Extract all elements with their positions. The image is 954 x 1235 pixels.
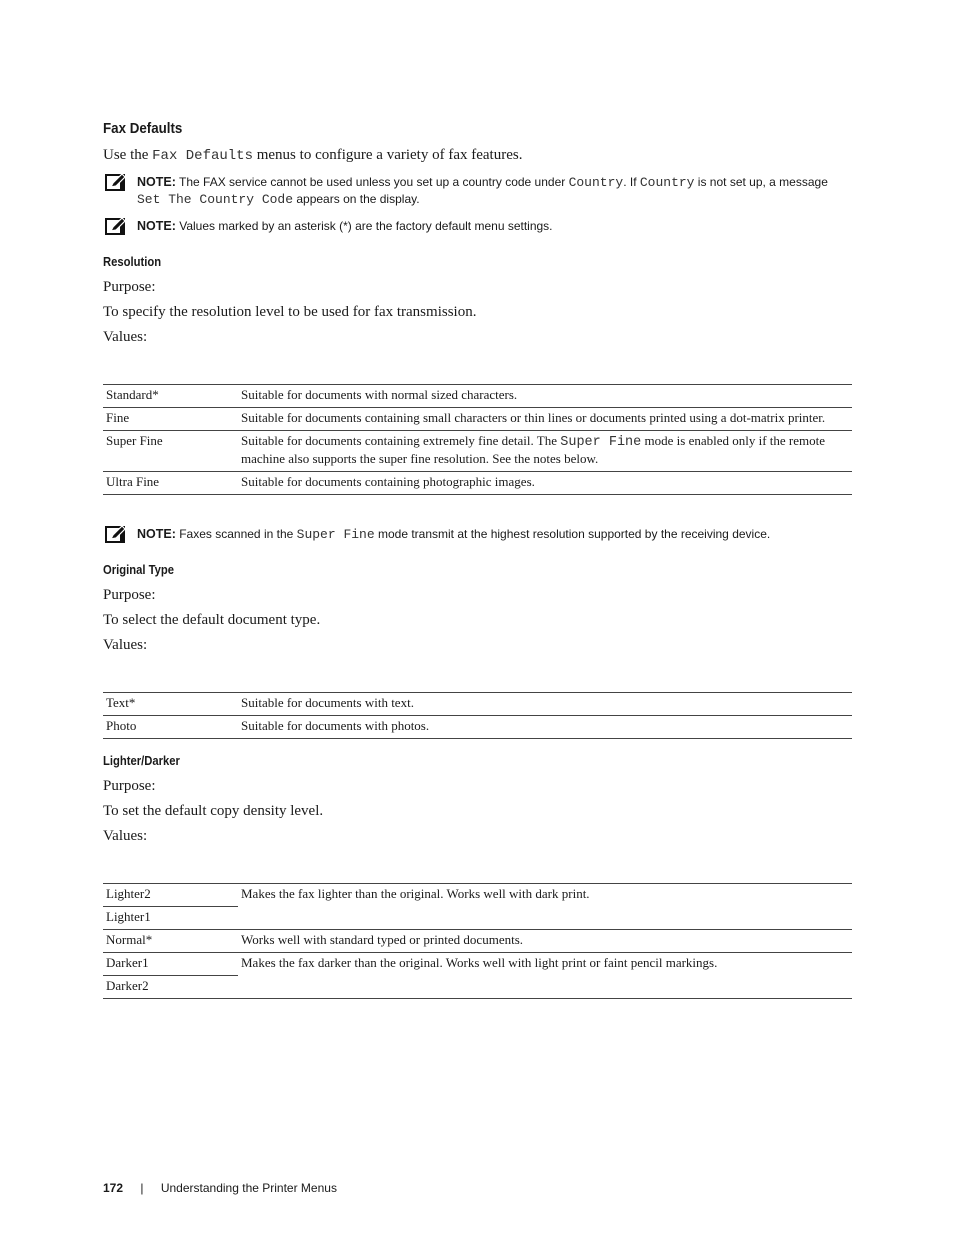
intro-paragraph: Use the Fax Defaults menus to configure a variety of fax features. [103,147,523,164]
table-row [103,408,852,431]
table-row [103,930,852,953]
value-description: Suitable for documents containing photographic images. [238,472,852,495]
footer-separator: | [140,1181,144,1195]
resolution-values-label: Values: [103,329,148,345]
note-pencil-icon [105,218,125,235]
value-description: Suitable for documents with normal sized characters. [238,385,852,408]
lighter-darker-values-label: Values: [103,828,148,844]
resolution-values-table [103,384,852,495]
lighter-darker-purpose-text: To set the default copy density level. [103,803,324,819]
note-country-code: NOTE: The FAX service cannot be used unless you set up a country code under Country. If Country is not set up, a message Set The Country Code appears on the display. [137,175,828,207]
table-row [103,693,852,716]
table-row [103,385,852,408]
original-type-values-label: Values: [103,637,148,653]
value-description: Makes the fax lighter than the original. Works well with dark print. [238,884,852,907]
value-key: Super Fine [103,431,238,472]
resolution-purpose-text: To specify the resolution level to be used for fax transmission. [103,304,477,320]
note-asterisk-defaults: NOTE: Values marked by an asterisk (*) are the factory default menu settings. [137,219,553,233]
fax-defaults-code: Fax Defaults [152,148,253,164]
value-description [238,976,852,999]
value-key: Text* [103,693,238,716]
original-type-purpose-text: To select the default document type. [103,612,321,628]
value-key: Fine [103,408,238,431]
table-row [103,953,852,976]
value-key: Lighter1 [103,907,238,930]
table-row [103,884,852,907]
section-heading: Fax Defaults [103,121,183,137]
value-key: Photo [103,716,238,739]
resolution-heading: Resolution [103,255,162,269]
table-row [103,472,852,495]
value-description: Makes the fax darker than the original. Works well with light print or faint pencil markings. [241,955,718,970]
value-description: Suitable for documents with photos. [238,716,852,739]
value-key: Darker2 [103,976,238,999]
table-row [103,431,852,472]
value-key: Ultra Fine [103,472,238,495]
table-row [103,716,852,739]
value-description: Suitable for documents containing small characters or thin lines or documents printed using a dot-matrix printer. [238,408,852,431]
lighter-darker-purpose-label: Purpose: [103,778,156,794]
value-description: Suitable for documents with text. [238,693,852,716]
value-key: Lighter2 [103,884,238,907]
table-row [103,976,852,999]
lighter-darker-values-table [103,883,852,999]
note-pencil-icon [105,526,125,543]
value-key: Darker1 [103,953,238,976]
table-row [103,907,852,930]
note-super-fine: NOTE: Faxes scanned in the Super Fine mode transmit at the highest resolution supported by the receiving device. [137,527,771,542]
original-type-heading: Original Type [103,563,175,577]
value-description: Suitable for documents containing extremely fine detail. The Super Fine mode is enabled only if the remote machine also supports the super fine resolution. See the notes below. [238,431,852,472]
value-key: Normal* [103,930,238,953]
note-pencil-icon [105,174,125,191]
original-type-values-table [103,692,852,739]
value-key: Standard* [103,385,238,408]
page-number: 172 [103,1181,124,1195]
resolution-purpose-label: Purpose: [103,279,156,295]
value-description [238,907,852,930]
lighter-darker-heading: Lighter/Darker [103,754,180,768]
page-footer [103,1181,337,1195]
footer-chapter-title: Understanding the Printer Menus [160,1181,337,1195]
original-type-purpose-label: Purpose: [103,587,156,603]
value-description: Works well with standard typed or printed documents. [238,930,852,953]
